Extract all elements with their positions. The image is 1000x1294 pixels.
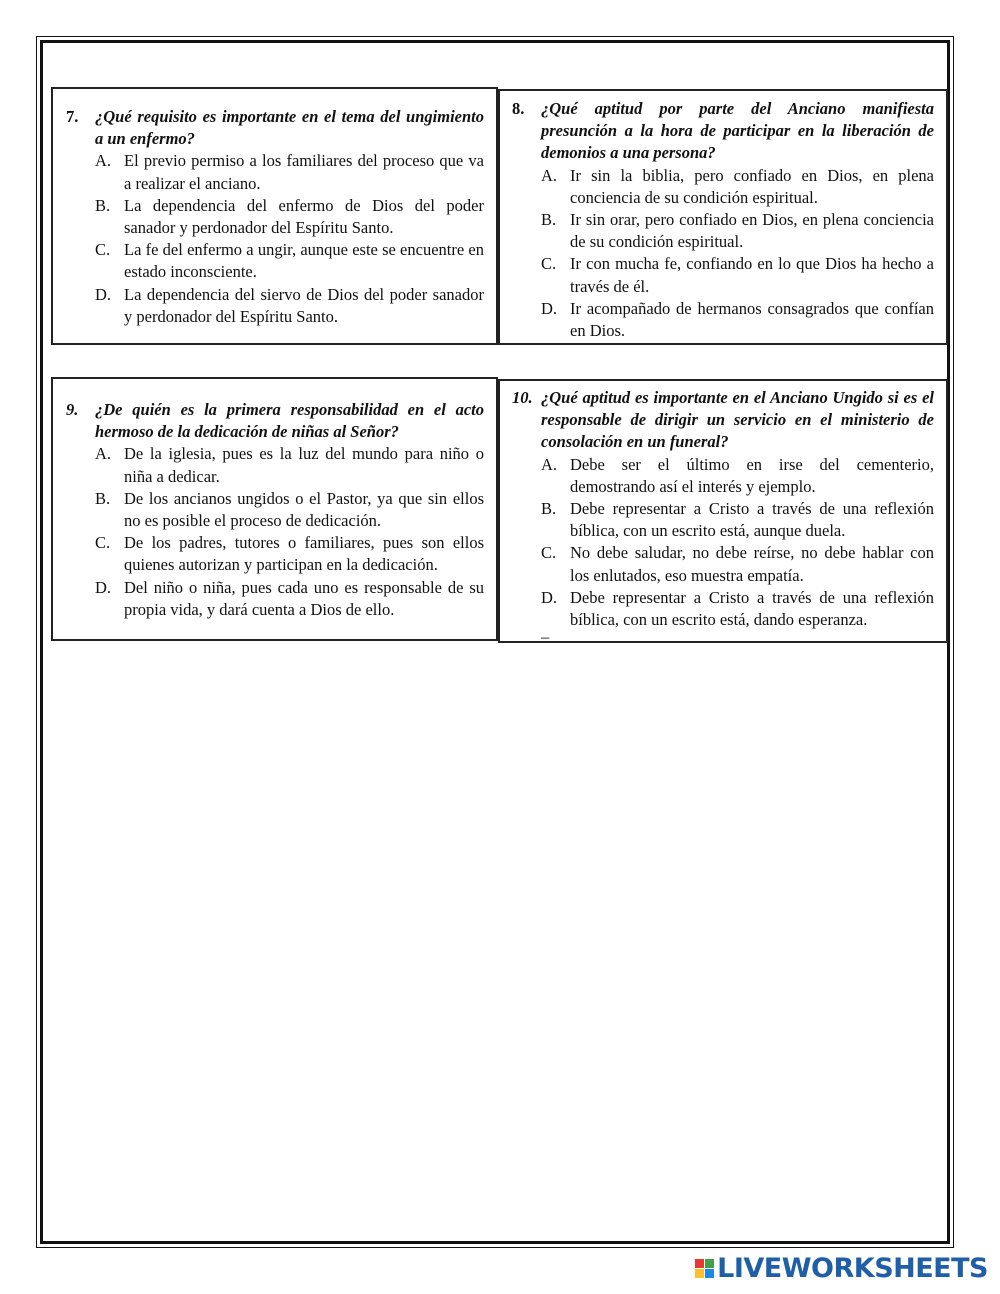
option-text: La dependencia del enfermo de Dios del poder sanador y perdonador del Espíritu Santo. xyxy=(124,195,484,238)
option-letter: C. xyxy=(95,533,111,553)
logo-text: LIVEWORKSHEETS xyxy=(717,1253,988,1284)
question-number: 7. xyxy=(66,107,79,126)
liveworksheets-logo xyxy=(695,1253,988,1284)
answer-option[interactable] xyxy=(541,542,934,586)
question-7-box xyxy=(51,87,498,345)
logo-block xyxy=(695,1259,704,1268)
answer-option[interactable] xyxy=(95,239,484,283)
logo-block xyxy=(705,1269,714,1278)
option-text: De la iglesia, pues es la luz del mundo para niño o niña a dedicar. xyxy=(124,444,484,486)
answer-option[interactable] xyxy=(95,443,484,487)
answer-option[interactable] xyxy=(541,454,934,498)
answer-option[interactable] xyxy=(541,498,934,542)
question-10-box xyxy=(498,379,948,647)
option-letter: B. xyxy=(541,499,557,519)
option-letter: D. xyxy=(95,577,112,597)
answer-option[interactable] xyxy=(95,488,484,532)
option-text: El previo permiso a los familiares del proceso que va a realizar el anciano. xyxy=(124,151,484,193)
option-text: De los ancianos ungidos o el Pastor, ya que sin ellos no es posible el proceso de dedicación. xyxy=(124,488,484,531)
option-letter: A. xyxy=(95,444,112,464)
option-text: No debe saludar, no debe reírse, no debe hablar con los enlutados, eso muestra empatía. xyxy=(570,543,934,585)
option-text: De los padres, tutores o familiares, pues son ellos quienes autorizan y participan en la dedicación. xyxy=(124,533,484,575)
question-text: ¿De quién es la primera responsabilidad en el acto hermoso de la dedicación de niñas al Señor? xyxy=(95,400,484,442)
answer-option[interactable] xyxy=(541,298,934,342)
option-text: Ir sin la biblia, pero confiado en Dios, en plena conciencia de su condición espiritual. xyxy=(570,165,934,207)
answer-option[interactable] xyxy=(541,253,934,297)
answer-option[interactable] xyxy=(541,209,934,253)
answer-option[interactable] xyxy=(541,165,934,209)
option-letter: C. xyxy=(541,543,557,563)
option-text: Debe ser el último en irse del cementerio, demostrando así el interés y ejemplo. xyxy=(570,454,934,496)
option-text: Del niño o niña, pues cada uno es responsable de su propia vida, y dará cuenta a Dios de ello. xyxy=(124,577,484,619)
option-letter: D. xyxy=(95,284,112,304)
option-text: Ir con mucha fe, confiando en lo que Dios ha hecho a través de él. xyxy=(570,254,934,296)
option-letter: B. xyxy=(95,195,111,215)
answer-option[interactable] xyxy=(95,195,484,239)
option-text: Debe representar a Cristo a través de una reflexión bíblica, con un escrito está, aunque duela. xyxy=(570,499,934,541)
question-number: 9. xyxy=(66,400,79,419)
answer-option[interactable] xyxy=(95,532,484,576)
question-text: ¿Qué requisito es importante en el tema del ungimiento a un enfermo? xyxy=(95,107,484,149)
option-text: Debe representar a Cristo a través de una reflexión bíblica, con un escrito está, dando esperanza. xyxy=(570,587,934,630)
option-letter: B. xyxy=(95,488,111,508)
logo-block xyxy=(695,1269,704,1278)
option-text: Ir acompañado de hermanos consagrados que confían en Dios. xyxy=(570,298,934,341)
answer-option[interactable] xyxy=(541,587,934,631)
option-text: La dependencia del siervo de Dios del poder sanador y perdonador del Espíritu Santo. xyxy=(124,284,484,326)
option-letter: A. xyxy=(541,454,558,474)
option-letter: B. xyxy=(541,210,557,230)
option-text: Ir sin orar, pero confiado en Dios, en plena conciencia de su condición espiritual. xyxy=(570,210,934,252)
option-letter: D. xyxy=(541,298,558,318)
option-letter: A. xyxy=(95,151,112,171)
trailing-mark: – xyxy=(541,627,550,647)
question-text: ¿Qué aptitud por parte del Anciano manifiesta presunción a la hora de participar en la liberación de demonios a una persona? xyxy=(541,99,934,163)
answer-option[interactable] xyxy=(95,577,484,621)
option-letter: D. xyxy=(541,587,558,607)
option-letter: C. xyxy=(95,240,111,260)
option-text: La fe del enfermo a ungir, aunque este se encuentre en estado inconsciente. xyxy=(124,240,484,282)
option-letter: C. xyxy=(541,254,557,274)
question-8-box xyxy=(498,89,948,345)
answer-option[interactable] xyxy=(95,284,484,328)
question-text: ¿Qué aptitud es importante en el Anciano Ungido si es el responsable de dirigir un servicio en el ministerio de consolación en un funeral? xyxy=(541,388,934,452)
logo-block xyxy=(705,1259,714,1268)
option-letter: A. xyxy=(541,165,558,185)
question-number: 8. xyxy=(512,99,525,118)
question-number: 10. xyxy=(512,388,533,407)
logo-blocks-icon xyxy=(695,1259,714,1278)
answer-option[interactable] xyxy=(95,150,484,194)
question-9-box xyxy=(51,377,498,641)
